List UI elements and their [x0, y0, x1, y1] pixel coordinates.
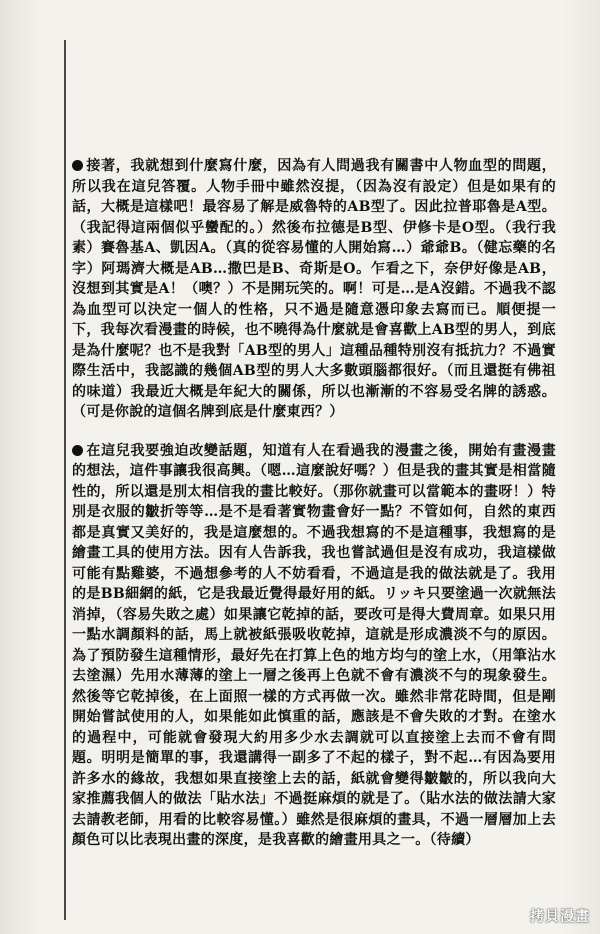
paragraph-blood-types — [72, 156, 556, 423]
watermark: 拷貝漫畫 — [530, 909, 590, 925]
page-binding-line — [64, 40, 66, 920]
text-content — [72, 156, 556, 851]
bullet-icon — [72, 160, 83, 171]
paragraph-text: 在這兒我要強迫改變話題，知道有人在看過我的漫畫之後，開始有畫漫畫的想法，這件事讓我很高興。（嗯…這麼說好嗎？）但是我的畫其實是相當隨性的，所以還是別太相信我的畫比較好。（那你就畫可以當範本的畫呀！）特別是衣服的皺折等等…是不是看著實物畫會好一點？不管如何，自然的東西都是真實又美好的，我是這麼想的。不過我想寫的不是這種事，我想寫的是繪畫工具的使用方法。因有人告訴我，我也嘗試過但是沒有成功，我這樣做可能有點雞婆，不過想參考的人不妨看看，不過這是我的做法就是了。我用的是BB細網的紙，它是我最近覺得最好用的紙。リッキ只要塗過一次就無法消掉，（容易失敗之處）如果讓它乾掉的話，要改可是得大費周章。如果只用一點水調顏料的話，馬上就被紙張吸收乾掉，這就是形成濃淡不勻的原因。為了預防發生這種情形，最好先在打算上色的地方均勻的塗上水，（用筆沾水去塗濕）先用水薄薄的塗上一層之後再上色就不會有濃淡不勻的現象發生。然後等它乾掉後，在上面照一樣的方式再做一次。雖然非常花時間，但是剛開始嘗試使用的人，如果能如此慎重的話，應該是不會失敗的才對。在塗水的過程中，可能就會發現大約用多少水去調就可以直接塗上去而不會有問題。明明是簡單的事，我還講得一副多了不起的樣子，對不起…有因為要用許多水的緣故，我想如果直接塗上去的話，紙就會變得皺皺的，所以我向大家推薦我個人的做法「貼水法」不過挺麻煩的就是了。（貼水法的做法請大家去請教老師，用看的比較容易懂。）雖然是很麻煩的畫具，不過一層層加上去顏色可以比表現出畫的深度，是我喜歡的繪畫用具之一。（待續） — [72, 442, 556, 848]
paragraph-painting-tools — [72, 441, 556, 851]
bullet-icon — [72, 445, 83, 456]
paragraph-text: 接著，我就想到什麼寫什麼，因為有人問過我有關書中人物血型的問題，所以我在這兒答覆。人物手冊中雖然沒提，（因為沒有設定）但是如果有的話，大概是這樣吧！最容易了解是威魯特的AB型了。因此拉普耶魯是A型。（我記得這兩個似乎蠻配的。）然後布拉德是B型、伊修卡是O型。（我行我素）賽魯基A、凱因A。（真的從容易懂的人開始寫…）爺爺B。（健忘藥的名字）阿瑪濟大概是AB…撒巴是B、奇斯是O。乍看之下，奈伊好像是AB，沒想到其實是A！（噢？）不是開玩笑的。啊！可是…是A沒錯。不過我不認為血型可以決定一個人的性格，只不過是隨意憑印象去寫而已。順便提一下，我每次看漫畫的時候，也不曉得為什麼就是會喜歡上AB型的男人，到底是為什麼呢？也不是我對「AB型的男人」這種品種特別沒有抵抗力？不過實際生活中，我認識的幾個AB型的男人大多數頭腦都很好。（而且還挺有佛祖的味道）我最近大概是年紀大的關係，所以也漸漸的不容易受名牌的誘惑。（可是你說的這個名牌到底是什麼東西？） — [72, 158, 556, 420]
